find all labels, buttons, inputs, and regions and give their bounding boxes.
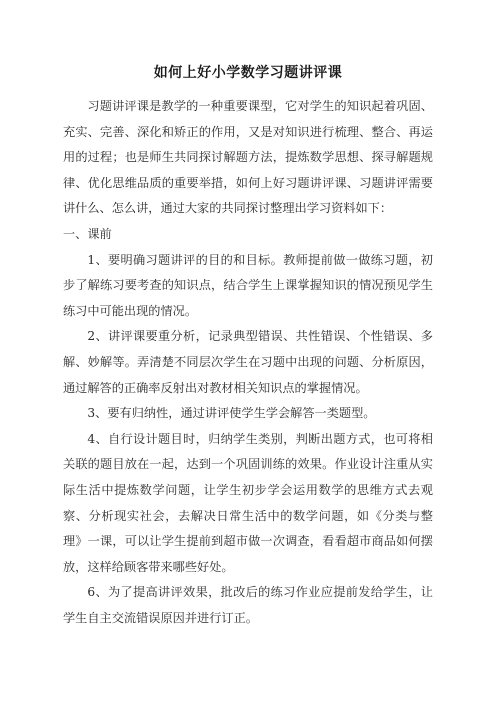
list-item-4: 4、自行设计题目时，归纳学生类别，判断出题方式，也可将相关联的题目放在一起，达到一个巩固训练的效果。作业设计注重从实际生活中提炼数学问题，让学生初步学会运用数学的思维方式去观察、分析现实社会，去解决日常生活中的数学问题，如《分类与整理》一课，可以让学生提前到超市做一次调查，看看超市商品如何摆放，这样给顾客带来哪些好处。	[63, 431, 433, 574]
list-item-6: 6、为了提高讲评效果，批改后的练习作业应提前发给学生，让学生自主交流错误原因并进行订正。	[63, 585, 433, 625]
intro-paragraph: 习题讲评课是教学的一种重要课型，它对学生的知识起着巩固、充实、完善、深化和矫正的作用，又是对知识进行梳理、整合、再运用的过程；也是师生共同探讨解题方法，提炼数学思想、探寻解题规律、优化思维品质的重要举措，如何上好习题讲评课、习题讲评需要讲什么、怎么讲，通过大家的共同探讨整理出学习资料如下：	[63, 99, 433, 216]
list-item-2: 2、讲评课要重分析，记录典型错误、共性错误、个性错误、多解、妙解等。弄清楚不同层次学生在习题中出现的问题、分析原因，通过解答的正确率反射出对教材相关知识点的掌握情况。	[63, 329, 433, 395]
document-title: 如何上好小学数学习题讲评课	[153, 65, 343, 81]
document-body	[63, 94, 433, 631]
list-item-3: 3、要有归纳性，通过讲评使学生学会解答一类题型。	[87, 406, 376, 421]
list-item-1: 1、要明确习题讲评的目的和目标。教师提前做一做练习题，初步了解练习要考查的知识点，结合学生上课掌握知识的情况预见学生练习中可能出现的情况。	[63, 252, 433, 318]
section-heading-before-class: 一、课前	[63, 226, 112, 241]
